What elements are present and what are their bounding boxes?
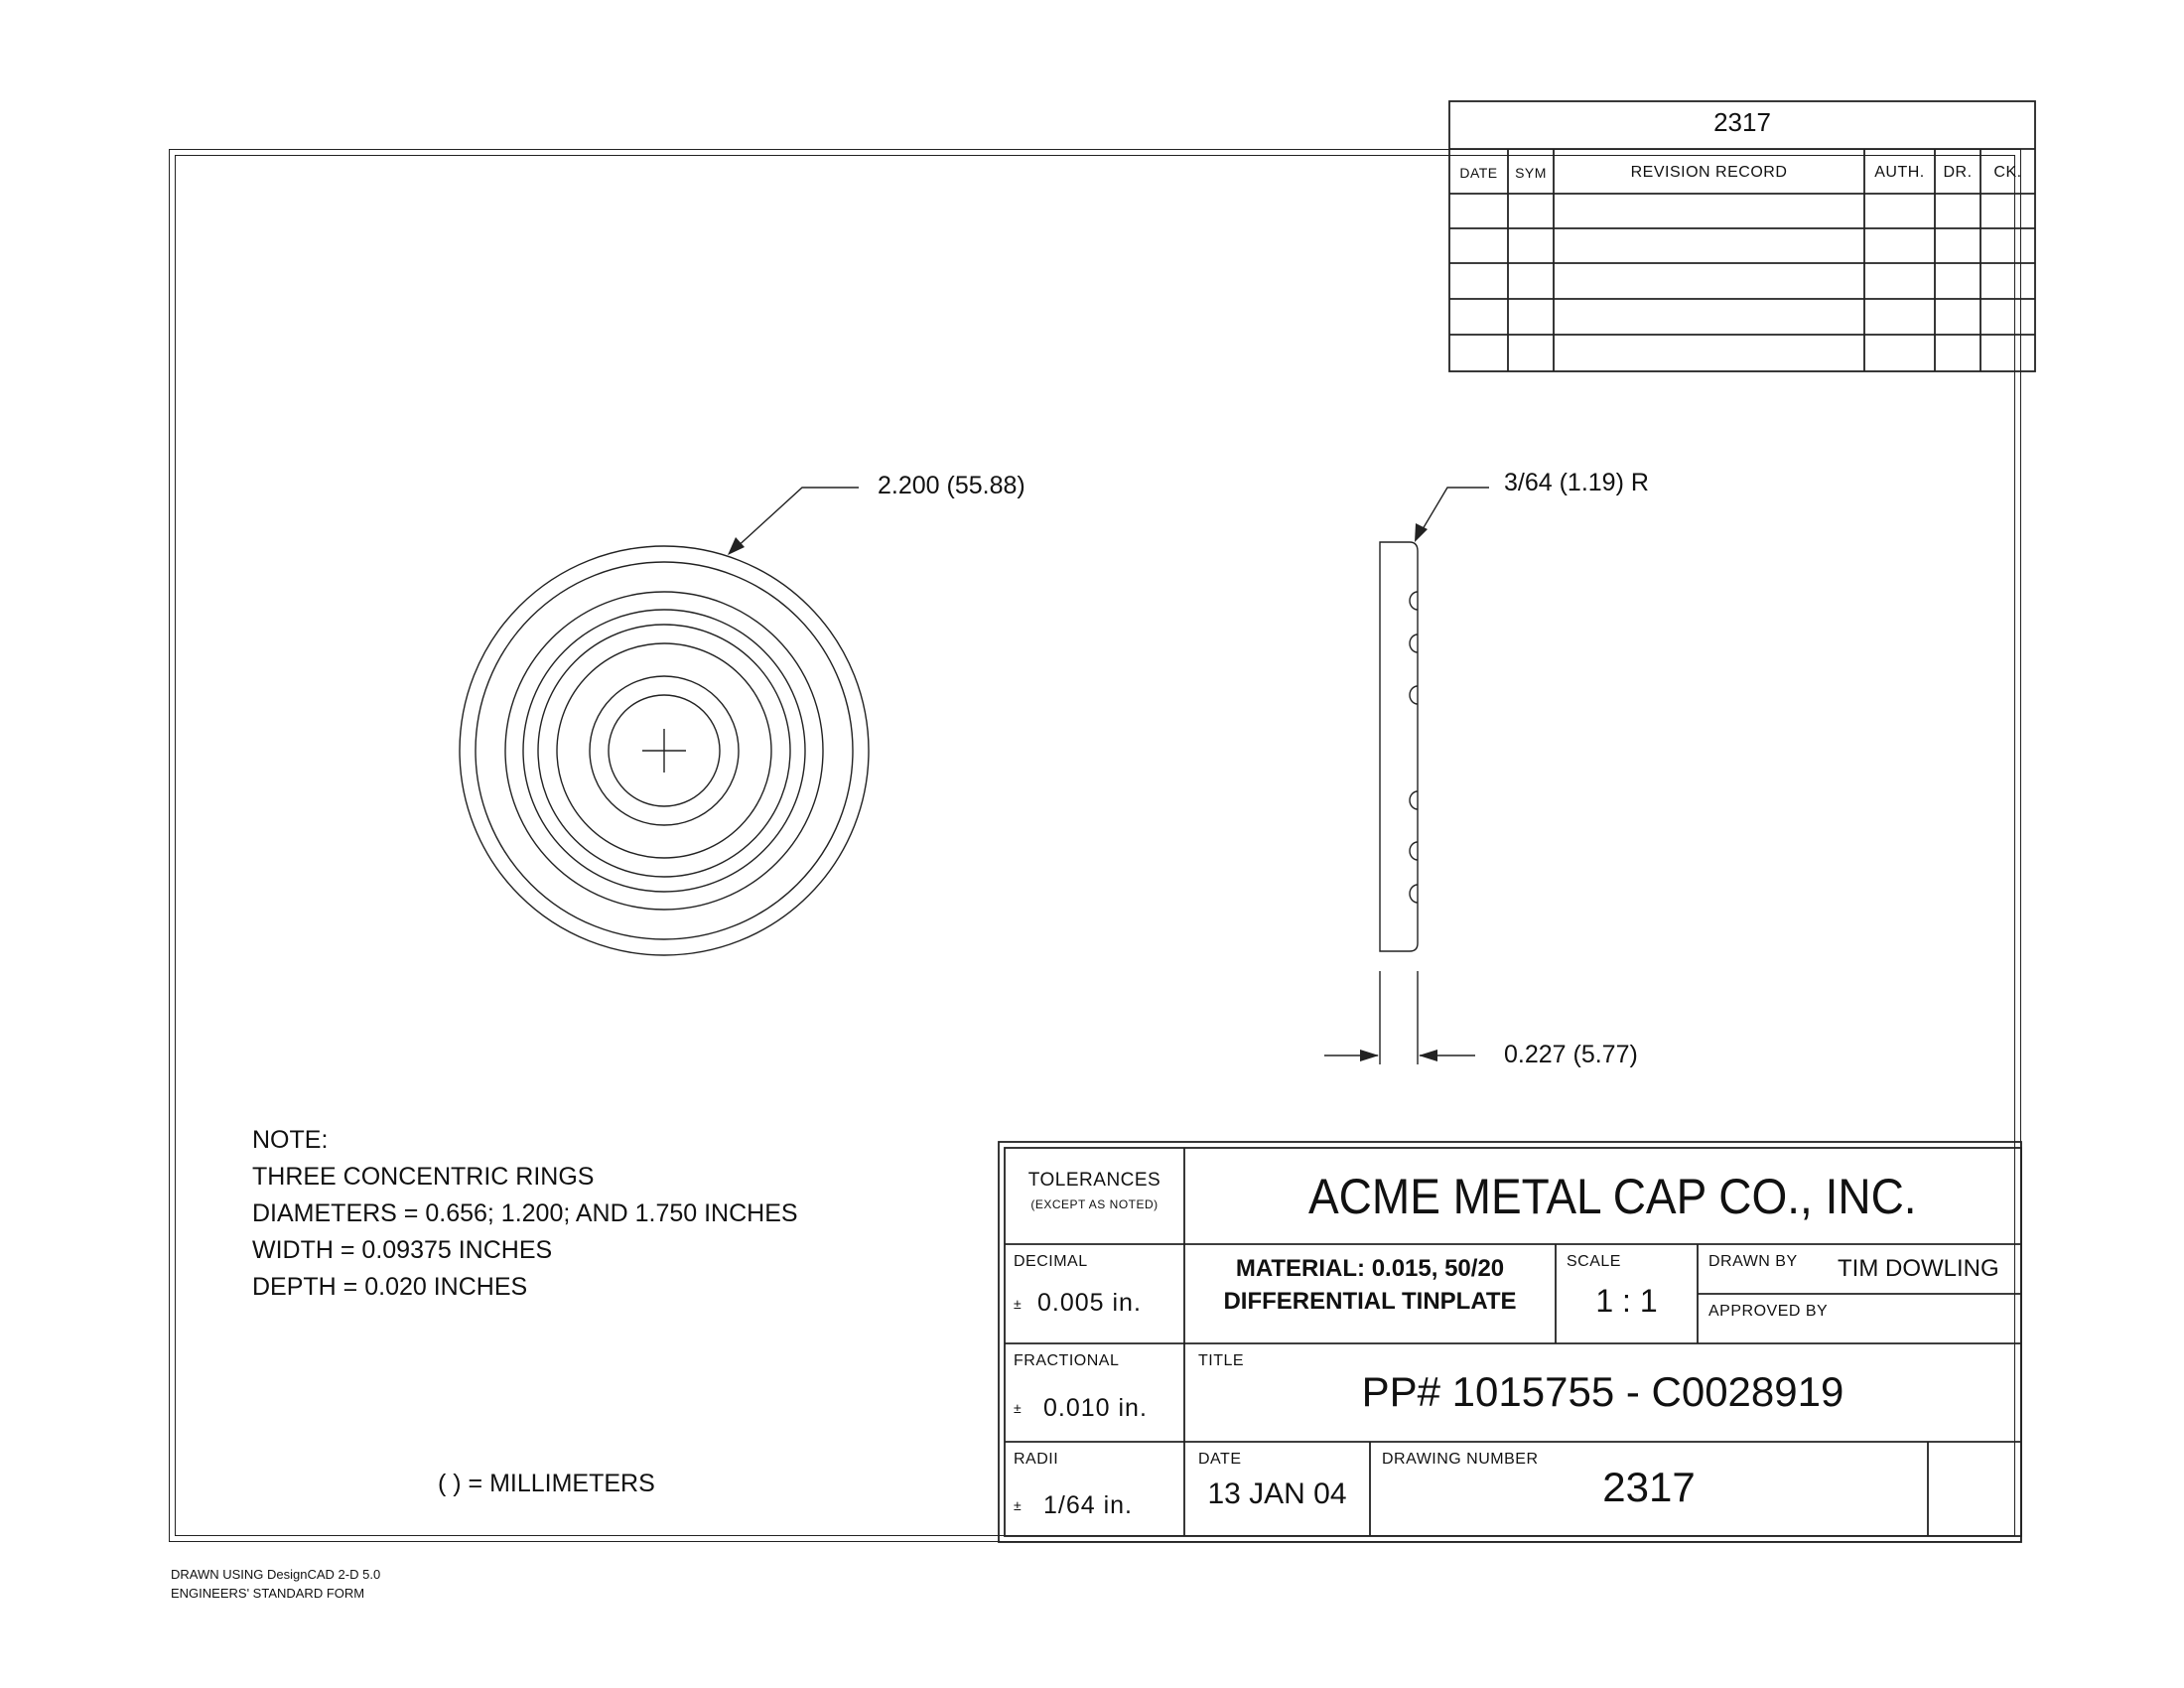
drawn-by-value: TIM DOWLING [1838,1255,1999,1282]
revision-header-ck: CK. [1993,164,2022,181]
tolerances-label: TOLERANCES [1027,1170,1161,1191]
diameter-leader [735,488,859,549]
decimal-label: DECIMAL [1014,1253,1088,1270]
note-heading: NOTE: [252,1126,329,1154]
date-value: 13 JAN 04 [1207,1477,1347,1510]
note-line: WIDTH = 0.09375 INCHES [252,1236,553,1264]
plus-minus-sign: ± [1014,1400,1022,1416]
revision-header-dr: DR. [1943,164,1973,181]
radius-leader [1420,488,1489,534]
revision-block-number: 2317 [1713,107,1771,137]
ring-bead [1410,842,1418,860]
revision-header-auth: AUTH. [1874,164,1925,181]
thickness-arrow-left [1360,1050,1379,1061]
diameter-dimension-label: 2.200 (55.88) [878,472,1025,499]
decimal-value: 0.005 in. [1037,1289,1142,1317]
note-line: THREE CONCENTRIC RINGS [252,1163,595,1191]
revision-header-date: DATE [1459,165,1498,181]
drawing-number-label: DRAWING NUMBER [1382,1451,1539,1468]
ring-bead [1410,885,1418,903]
ring-bead [1410,634,1418,652]
radii-label: RADII [1014,1451,1059,1468]
fractional-label: FRACTIONAL [1014,1352,1120,1369]
tolerances-note: (EXCEPT AS NOTED) [1030,1197,1159,1211]
thickness-arrow-right [1419,1050,1437,1061]
cap-side-view [1380,542,1418,951]
scale-value: 1 : 1 [1595,1283,1658,1319]
fractional-value: 0.010 in. [1043,1394,1148,1422]
ring-bead [1410,592,1418,610]
units-note: ( ) = MILLIMETERS [438,1470,655,1497]
scale-label: SCALE [1567,1253,1621,1270]
note-line: DEPTH = 0.020 INCHES [252,1273,528,1301]
cap-plan-view [460,546,869,955]
thickness-dimension-label: 0.227 (5.77) [1504,1041,1638,1068]
drawn-by-label: DRAWN BY [1708,1253,1798,1270]
plus-minus-sign: ± [1014,1296,1022,1312]
footer-line-2: ENGINEERS' STANDARD FORM [171,1586,365,1601]
radius-dimension-label: 3/64 (1.19) R [1504,469,1649,496]
revision-block-lines [1449,101,2035,371]
ring-bead [1410,686,1418,704]
title-label: TITLE [1198,1352,1245,1369]
company-name: ACME METAL CAP CO., INC. [1308,1169,1917,1224]
plus-minus-sign: ± [1014,1497,1022,1513]
note-line: DIAMETERS = 0.656; 1.200; AND 1.750 INCHES [252,1199,798,1227]
thickness-dimension [1324,971,1475,1064]
drawing-number-value: 2317 [1602,1464,1696,1510]
footer-line-1: DRAWN USING DesignCAD 2-D 5.0 [171,1567,381,1582]
radius-leader-arrow [1415,523,1428,542]
date-label: DATE [1198,1451,1242,1468]
revision-header-sym: SYM [1515,165,1547,181]
revision-header-record: REVISION RECORD [1630,164,1788,181]
material-line-1: MATERIAL: 0.015, 50/20 [1235,1255,1505,1282]
radii-value: 1/64 in. [1043,1491,1134,1519]
drawing-title: PP# 1015755 - C0028919 [1361,1368,1844,1415]
material-line-2: DIFFERENTIAL TINPLATE [1223,1288,1517,1315]
approved-by-label: APPROVED BY [1708,1303,1829,1320]
ring-bead [1410,791,1418,809]
diameter-leader-arrow [728,537,745,555]
